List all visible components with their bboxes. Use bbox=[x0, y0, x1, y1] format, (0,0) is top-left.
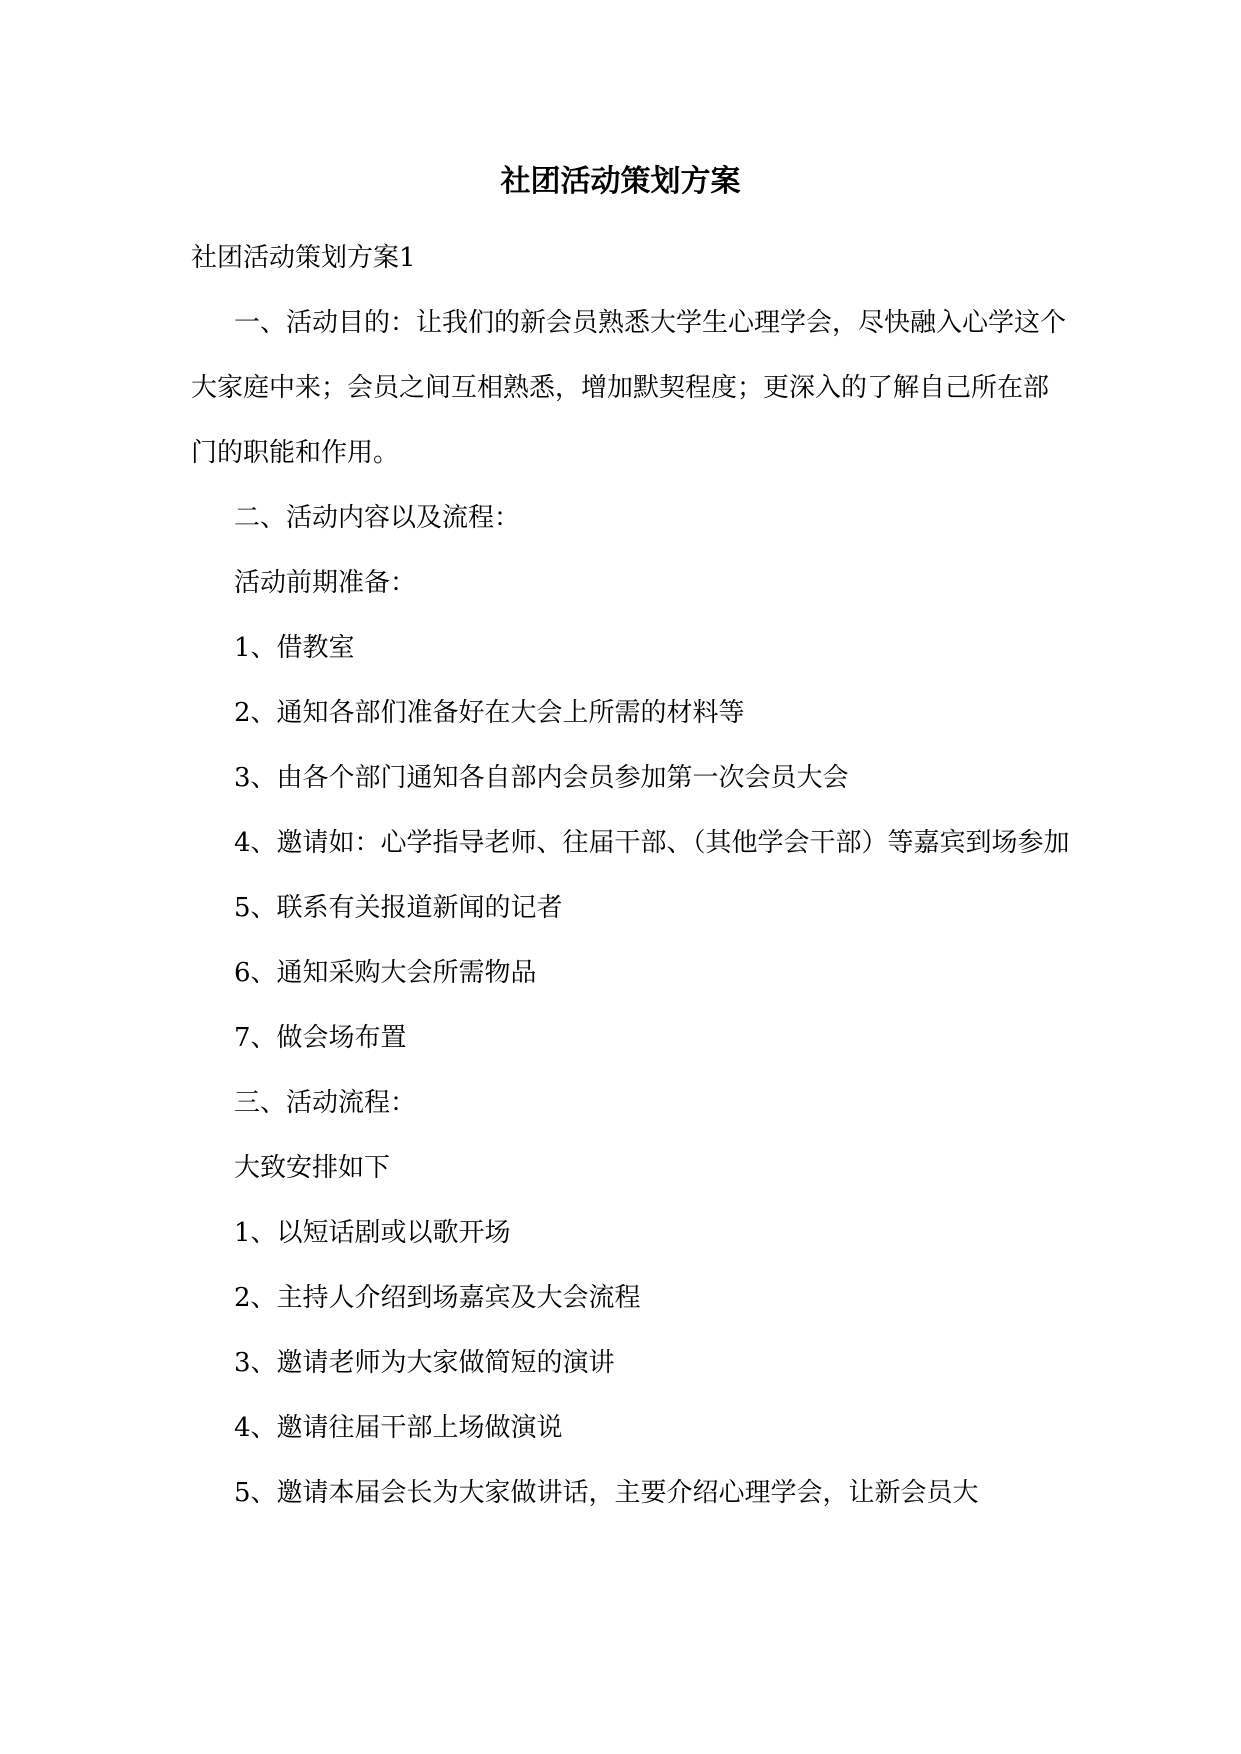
paragraph-content-heading: 二、活动内容以及流程： bbox=[234, 503, 521, 533]
paragraph-process-heading: 三、活动流程： bbox=[234, 1088, 417, 1118]
document-body bbox=[191, 226, 1071, 1526]
list-item: 5、邀请本届会长为大家做讲话，主要介绍心理学会，让新会员大 bbox=[234, 1478, 979, 1508]
list-item: 7、做会场布置 bbox=[234, 1023, 407, 1053]
list-item: 4、邀请往届干部上场做演说 bbox=[234, 1413, 563, 1443]
list-item: 3、由各个部门通知各自部内会员参加第一次会员大会 bbox=[234, 763, 849, 793]
list-item: 2、通知各部们准备好在大会上所需的材料等 bbox=[234, 698, 745, 728]
list-item: 3、邀请老师为大家做简短的演讲 bbox=[234, 1348, 615, 1378]
list-item: 5、联系有关报道新闻的记者 bbox=[234, 893, 563, 923]
list-item: 2、主持人介绍到场嘉宾及大会流程 bbox=[234, 1283, 641, 1313]
paragraph-preparation-heading: 活动前期准备： bbox=[234, 568, 417, 598]
paragraph-purpose: 一、活动目的：让我们的新会员熟悉大学生心理学会，尽快融入心学这个大家庭中来；会员之间互相熟悉，增加默契程度；更深入的了解自己所在部门的职能和作用。 bbox=[191, 308, 1067, 468]
list-item: 6、通知采购大会所需物品 bbox=[234, 958, 537, 988]
paragraph-arrangement: 大致安排如下 bbox=[234, 1153, 391, 1183]
list-item: 1、借教室 bbox=[234, 633, 355, 663]
section-heading: 社团活动策划方案1 bbox=[191, 243, 416, 273]
list-item: 4、邀请如：心学指导老师、往届干部、（其他学会干部）等嘉宾到场参加 bbox=[234, 828, 1070, 858]
list-item: 1、以短话剧或以歌开场 bbox=[234, 1218, 511, 1248]
document-title: 社团活动策划方案 bbox=[500, 164, 741, 199]
